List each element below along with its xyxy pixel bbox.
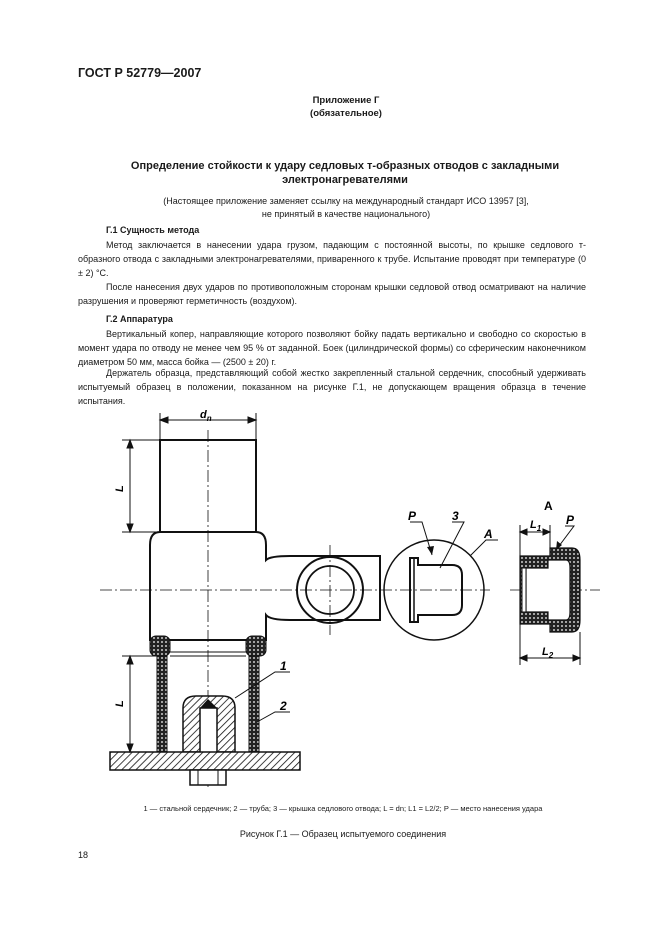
section-g2-paragraph-1: Вертикальный копер, направляющие которого позволяют бойку падать вертикально и свободно со скоростью в момент удара по отводу не менее чем 95 % от заданной. Боек (цилиндрической формы) со сферическим наконечником диаметром 50 мм, масса бойка — (2500 ± 20) г. [78, 329, 586, 367]
l-bottom-label: L [114, 700, 126, 707]
annex-status: (обязательное) [310, 108, 382, 119]
l1-label: $L_1$ [530, 519, 542, 533]
note-line-2: не принятый в качестве национального) [261, 209, 431, 219]
note-line-1: (Настоящее приложение заменяет ссылку на международный стандарт ИСО 13957 [3], [163, 196, 529, 206]
replacement-note [60, 195, 632, 221]
section-heading-g1: Г.1 Сущность метода [106, 225, 200, 235]
l-top-label: L [114, 485, 126, 492]
figure-caption: Рисунок Г.1 — Образец испытуемого соединения [239, 829, 447, 839]
section-g2-paragraph-2: Держатель образца, представляющий собой жестко закрепленный стальной сердечник, способный удерживать испытуемый образец в положении, показанном на рисунке Г.1, не допускающем вращения образца в течение испытания. [78, 368, 586, 406]
figure-g1-drawing [0, 400, 661, 800]
detail-a-title: A [544, 499, 553, 513]
l-top-dimension [122, 440, 160, 532]
pipe-wall-left [157, 656, 167, 752]
dn-label: $d_n$ [200, 409, 212, 423]
section-g1-paragraph-1: Метод заключается в нанесении удара грузом, падающим с постоянной высоты, по крышке седлового т-образного отвода с закладными электронагревателями, приваренного к трубе. Испытание проводят при температуре (0 ± 2) °С. [78, 240, 586, 278]
section-g1-paragraph-2: После нанесения двух ударов по противоположным сторонам крышки седловой отвод осматривают на наличие разрушения и проверяют герметичность (воздухом). [78, 282, 586, 306]
annex-title: Приложение Г [312, 95, 380, 106]
bolt-head [190, 770, 226, 785]
p-label-detail: P [566, 513, 575, 527]
callout-2: 2 [280, 699, 287, 713]
l2-label: $L_2$ [542, 646, 554, 660]
document-code: ГОСТ Р 52779—2007 [78, 66, 202, 80]
main-title: Определение стойкости к удару седловых т-образных отводов с закладными электронагревателями [130, 160, 560, 186]
saddle-body [150, 532, 380, 640]
l-bottom-dimension [122, 656, 157, 752]
pipe-wall-right [249, 656, 259, 752]
weld-pad-right [246, 636, 266, 656]
detail-a-cap [520, 548, 580, 632]
callout-1: 1 [280, 659, 287, 673]
section-heading-g2: Г.2 Аппаратура [106, 314, 173, 324]
a-label-main: A [484, 527, 493, 541]
p-label-main: P [408, 509, 417, 523]
page-number: 18 [78, 850, 89, 860]
callout-3: 3 [452, 509, 459, 523]
weld-pad-left [150, 636, 170, 656]
base-plate [110, 752, 300, 770]
figure-legend: 1 — стальной сердечник; 2 — труба; 3 — крышка седлового отвода; L = dn; L1 = L2/2; P — место нанесения удара [143, 804, 543, 813]
